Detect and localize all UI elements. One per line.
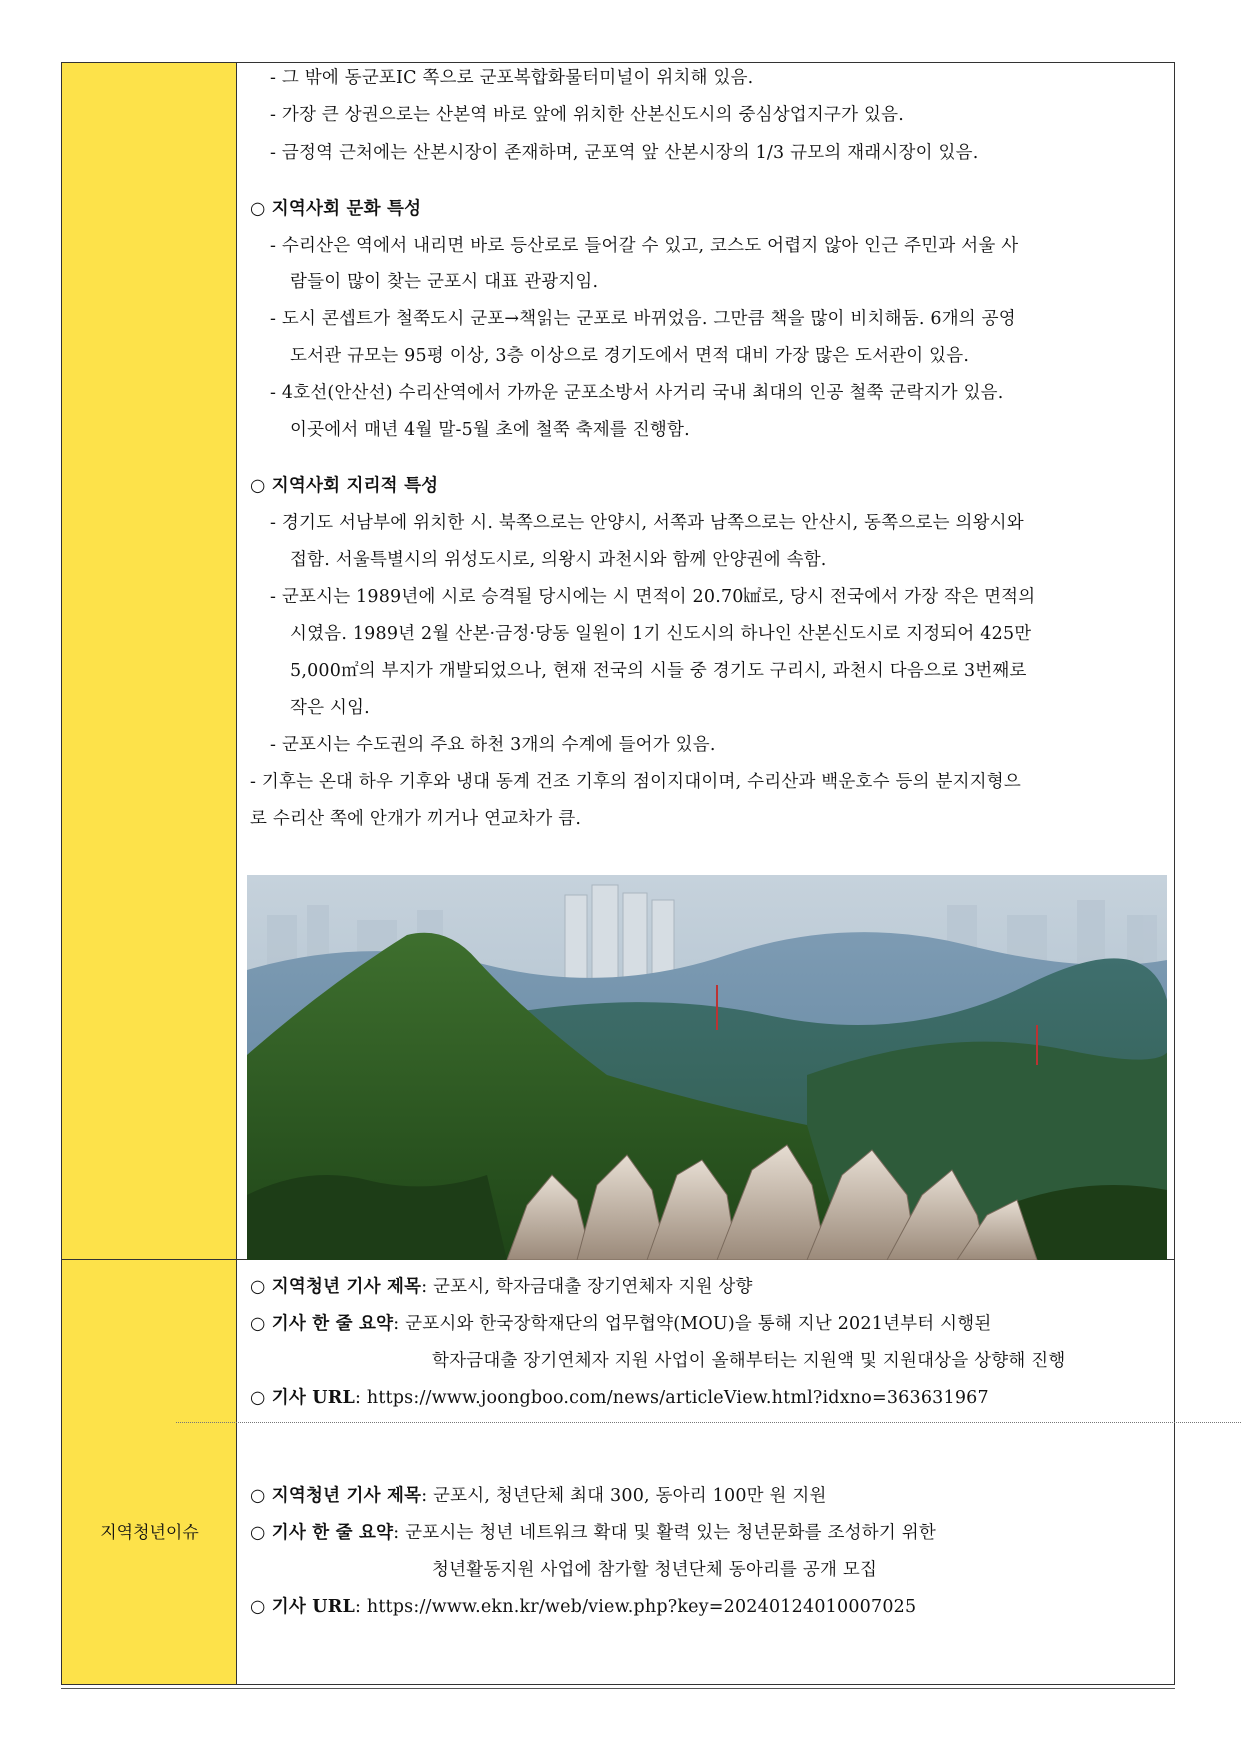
article-summary-line <box>250 1519 936 1544</box>
article-title-line <box>250 1273 753 1298</box>
text-line: - 금정역 근처에는 산본시장이 존재하며, 군포역 앞 산본시장의 1/3 규모의 재래시장이 있음. <box>270 143 979 163</box>
text-line: - 경기도 서남부에 위치한 시. 북쪽으로는 안양시, 서쪽과 남쪽으로는 안산시, 동쪽으로는 의왕시와 <box>270 513 1024 533</box>
article-title-key: ○ 지역청년 기사 제목 <box>250 1486 422 1506</box>
row-label-youth-issue: 지역청년이슈 <box>100 1523 199 1543</box>
text-line: 5,000㎡의 부지가 개발되었으나, 현재 전국의 시들 중 경기도 구리시, 과천시 다음으로 3번째로 <box>290 661 1027 681</box>
text-line: - 군포시는 수도권의 주요 하천 3개의 수계에 들어가 있음. <box>270 735 716 755</box>
article-title-value: : 군포시, 청년단체 최대 300, 동아리 100만 원 지원 <box>421 1486 827 1506</box>
text-line: - 기후는 온대 하우 기후와 냉대 동계 건조 기후의 점이지대이며, 수리산과 백운호수 등의 분지지형으 <box>250 772 1021 792</box>
text-line: - 수리산은 역에서 내리면 바로 등산로로 들어갈 수 있고, 코스도 어렵지 않아 인근 주민과 서울 사 <box>270 236 1019 256</box>
article-summary-continuation: 청년활동지원 사업에 참가할 청년단체 동아리를 공개 모집 <box>432 1560 878 1580</box>
text-line: - 그 밖에 동군포IC 쪽으로 군포복합화물터미널이 위치해 있음. <box>270 68 754 88</box>
text-line: 람들이 많이 찾는 군포시 대표 관광지임. <box>290 272 599 292</box>
article-title-value: : 군포시, 학자금대출 장기연체자 지원 상향 <box>421 1277 753 1297</box>
text-line: - 군포시는 1989년에 시로 승격될 당시에는 시 면적이 20.70㎢로, 당시 전국에서 가장 작은 면적의 <box>270 587 1036 607</box>
article-url-line <box>250 1593 916 1618</box>
label-column <box>62 63 237 1684</box>
text-line: - 도시 콘셉트가 철쭉도시 군포→책읽는 군포로 바뀌었음. 그만큼 책을 많이 비치해둠. 6개의 공영 <box>270 309 1016 329</box>
article-url-key: ○ 기사 URL <box>250 1597 355 1617</box>
culture-heading: ○ 지역사회 문화 특성 <box>250 199 422 219</box>
mountain-photo <box>247 875 1167 1260</box>
geo-heading: ○ 지역사회 지리적 특성 <box>250 476 439 496</box>
text-line: 이곳에서 매년 4월 말-5월 초에 철쭉 축제를 진행함. <box>290 420 690 440</box>
text-line: 작은 시임. <box>290 698 370 718</box>
article-summary-value: : 군포시는 청년 네트워크 확대 및 활력 있는 청년문화를 조성하기 위한 <box>393 1523 936 1543</box>
article-summary-key: ○ 기사 한 줄 요약 <box>250 1314 394 1334</box>
dotted-divider <box>176 1422 1241 1423</box>
article-url-link[interactable]: : https://www.joongboo.com/news/articleView.html?idxno=363631967 <box>354 1388 989 1408</box>
text-line: 로 수리산 쪽에 안개가 끼거나 연교차가 큼. <box>250 809 582 829</box>
bottom-rule <box>61 1688 1175 1689</box>
article-title-key: ○ 지역청년 기사 제목 <box>250 1277 422 1297</box>
text-line: 시였음. 1989년 2월 산본·금정·당동 일원이 1기 신도시의 하나인 산본신도시로 지정되어 425만 <box>290 624 1032 644</box>
article-summary-value: : 군포시와 한국장학재단의 업무협약(MOU)을 통해 지난 2021년부터 시행된 <box>393 1314 992 1334</box>
article-url-link[interactable]: : https://www.ekn.kr/web/view.php?key=20240124010007025 <box>354 1597 917 1617</box>
article-summary-continuation: 학자금대출 장기연체자 지원 사업이 올해부터는 지원액 및 지원대상을 상향해 진행 <box>432 1351 1066 1371</box>
article-title-line <box>250 1482 827 1507</box>
article-url-key: ○ 기사 URL <box>250 1388 355 1408</box>
text-line: - 가장 큰 상권으로는 산본역 바로 앞에 위치한 산본신도시의 중심상업지구가 있음. <box>270 105 904 125</box>
text-line: 도서관 규모는 95평 이상, 3층 이상으로 경기도에서 면적 대비 가장 많은 도서관이 있음. <box>290 346 970 366</box>
article-summary-key: ○ 기사 한 줄 요약 <box>250 1523 394 1543</box>
article-summary-line <box>250 1310 991 1335</box>
article-url-line <box>250 1384 989 1409</box>
text-line: - 4호선(안산선) 수리산역에서 가까운 군포소방서 사거리 국내 최대의 인공 철쭉 군락지가 있음. <box>270 383 1004 403</box>
text-line: 접함. 서울특별시의 위성도시로, 의왕시 과천시와 함께 안양권에 속함. <box>290 550 827 570</box>
